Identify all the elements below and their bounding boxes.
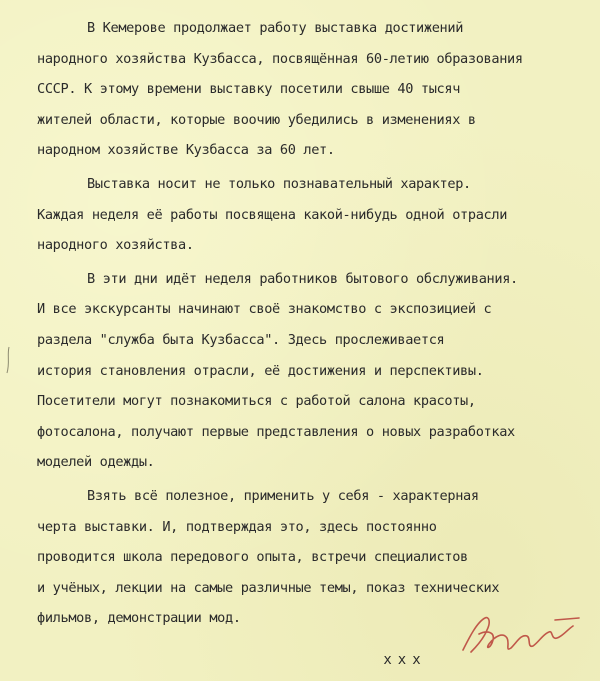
text-line: Каждая неделя её работы посвящена какой-нибудь одной отрасли xyxy=(37,206,508,223)
text-line: В эти дни идёт неделя работников бытового обслуживания. xyxy=(87,270,518,287)
text-line: черта выставки. И, подтверждая это, здесь постоянно xyxy=(37,518,437,535)
text-line: и учёных, лекции на самые различные темы, показ технических xyxy=(37,579,500,596)
text-line: фильмов, демонстрации мод. xyxy=(37,610,241,627)
section-separator: ххх xyxy=(383,652,427,668)
text-line: Выставка носит не только познавательный характер. xyxy=(87,175,471,192)
text-line: история становления отрасли, её достижения и перспективы. xyxy=(37,362,484,379)
text-line: народного хозяйства. xyxy=(37,237,194,254)
text-line: СССР. К этому времени выставку посетили свыше 40 тысяч xyxy=(37,81,461,98)
text-line: фотосалона, получают первые представления о новых разработках xyxy=(37,423,515,440)
text-line: В Кемерове продолжает работу выставка достижений xyxy=(87,20,464,36)
text-line: жителей области, которые воочию убедились в изменениях в xyxy=(37,111,476,128)
text-line: Посетители могут познакомиться с работой салона красоты, xyxy=(37,393,476,410)
text-line: народном хозяйстве Кузбасса за 60 лет. xyxy=(37,142,335,159)
text-line: проводится школа передового опыта, встречи специалистов xyxy=(37,549,468,566)
text-line: раздела "служба быта Кузбасса". Здесь прослеживается xyxy=(37,331,445,348)
text-line: И все экскурсанты начинают своё знакомство с экспозицией с xyxy=(37,301,492,318)
text-line: народного хозяйства Кузбасса, посвящённая 60-летию образования xyxy=(37,50,523,67)
text-line: Взять всё полезное, применить у себя - характерная xyxy=(87,487,479,504)
typewritten-text xyxy=(37,13,597,634)
text-line: моделей одежды. xyxy=(37,454,155,471)
margin-mark xyxy=(4,345,12,375)
